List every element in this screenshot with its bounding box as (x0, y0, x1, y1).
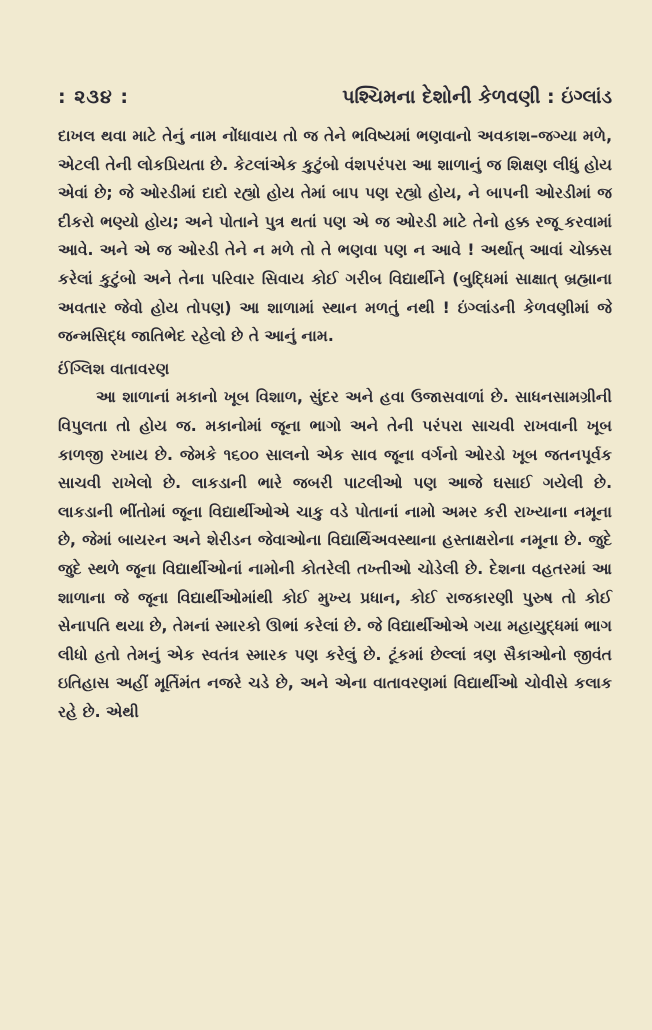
page-number: : ૨૩૪ : (58, 86, 130, 108)
section-heading: ઈંગ્લિશ વાતાવરણ (58, 359, 170, 378)
paragraph-1: દાખલ થવા માટે તેનું નામ નોંધાવાય તો જ તેને ભવિષ્યમાં ભણવાનો અવકાશ–જગ્યા મળે, એટલી તેની લોકપ્રિયતા છે. કેટલાંએક કુટુંબો વંશપરંપરા આ શાળાનું જ શિક્ષણ લીધું હોય એવાં છે; જે ઓરડીમાં દાદો રહ્યો હોય તેમાં બાપ પણ રહ્યો હોય, ને બાપની ઓરડીમાં જ દીકરો ભણ્યો હોય; અને પોતાને પુત્ર થતાં પણ એ જ ઓરડી માટે તેનો હક્ક રજૂ કરવામાં આવે. અને એ જ ઓરડી તેને ન મળે તો તે ભણવા પણ ન આવે ! અર્થાત્ આવાં ચોક્કસ કરેલાં કુટુંબો અને તેના પરિવાર સિવાય કોઈ ગરીબ વિદ્યાર્થીને (બુદ્ધિમાં સાક્ષાત્ બ્રહ્માના અવતાર જેવો હોય તોપણ) આ શાળામાં સ્થાન મળતું નથી ! ઇંગ્લાંડની કેળવણીમાં જે જન્મસિદ્ધ જાતિભેદ રહેલો છે તે આનું નામ. (58, 127, 612, 346)
page-header (58, 86, 612, 108)
running-title: પશ્ચિમના દેશોની કેળવણી : ઇંગ્લાંડ (342, 86, 612, 108)
paragraph-2: આ શાળાનાં મકાનો ખૂબ વિશાળ, સુંદર અને હવા ઉજાસવાળાં છે. સાધનસામગ્રીની વિપુલતા તો હોય જ. મકાનોમાં જૂના ભાગો અને તેની પરંપરા સાચવી રાખવાની ખૂબ કાળજી રખાય છે. જેમકે ૧૬૦૦ સાલનો એક સાવ જૂના વર્ગનો ઓરડો ખૂબ જતનપૂર્વક સાચવી રાખેલો છે. લાકડાની ભારે જબરી પાટલીઓ પણ આજે ઘસાઈ ગયેલી છે. લાકડાની ભીંતોમાં જૂના વિદ્યાર્થીઓએ ચાકુ વડે પોતાનાં નામો અમર કરી રાખ્યાના નમૂના છે, જેમાં બાયરન અને શેરીડન જેવાઓના વિદ્યાર્થિઅવસ્થાના હસ્તાક્ષરોના નમૂના છે. જુદે જુદે સ્થળે જૂના વિદ્યાર્થીઓનાં નામોની કોતરેલી તખ્તીઓ ચોડેલી છે. દેશના વહતરમાં આ શાળાના જે જૂના વિદ્યાર્થીઓમાંથી કોઈ મુખ્ય પ્રધાન, કોઈ રાજકારણી પુરુષ તો કોઈ સેનાપતિ થયા છે, તેમનાં સ્મારકો ઊભાં કરેલાં છે. જે વિદ્યાર્થીઓએ ગયા મહાયુદ્ધમાં ભાગ લીધો હતો તેમનું એક સ્વતંત્ર સ્મારક પણ કરેલું છે. ટૂંકમાં છેલ્લાં ત્રણ સૈકાઓનો જીવંત ઇતિહાસ અહીં મૂર્તિમંત નજરે ચડે છે, અને એના વાતાવરણમાં વિદ્યાર્થીઓ ચોવીસે કલાક રહે છે. એથી (58, 388, 612, 721)
